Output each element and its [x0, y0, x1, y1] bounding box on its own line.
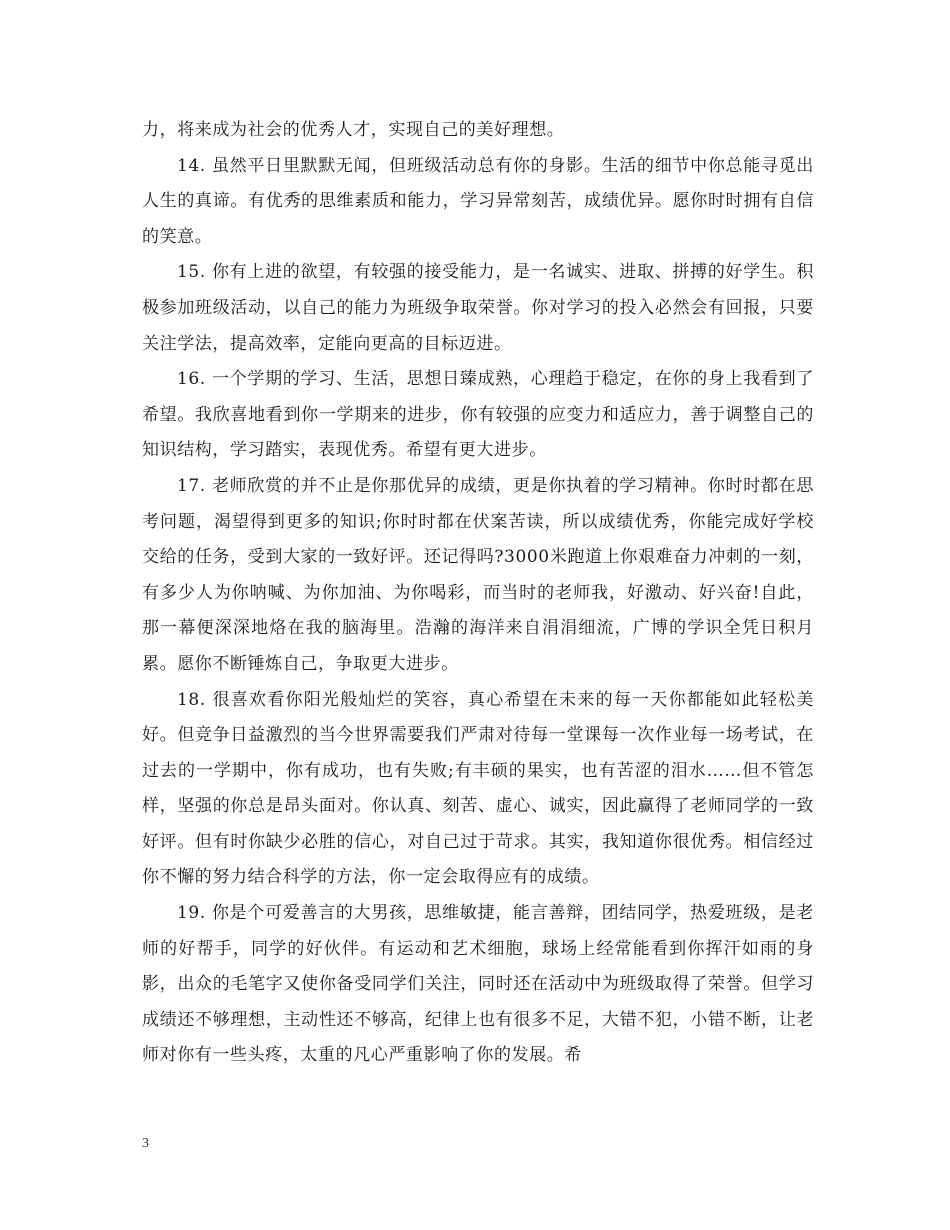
- paragraph-14: 14. 虽然平日里默默无闻，但班级活动总有你的身影。生活的细节中你总能寻觅出人生的真谛。有优秀的思维素质和能力，学习异常刻苦，成绩优异。愿你时时拥有自信的笑意。: [142, 155, 814, 247]
- paragraph-15: 15. 你有上进的欲望，有较强的接受能力，是一名诚实、进取、拼搏的好学生。积极参加班级活动，以自己的能力为班级争取荣誉。你对学习的投入必然会有回报，只要关注学法，提高效率，定能向更高的目标迈进。: [142, 262, 814, 354]
- paragraph-18: 18. 很喜欢看你阳光般灿烂的笑容，真心希望在未来的每一天你都能如此轻松美好。但竞争日益激烈的当今世界需要我们严肃对待每一堂课每一次作业每一场考试，在过去的一学期中，你有成功，也有失败;有丰硕的果实，也有苦涩的泪水……但不管怎样，坚强的你总是昂头面对。你认真、刻苦、虚心、诚实，因此赢得了老师同学的一致好评。但有时你缺少必胜的信心，对自己过于苛求。其实，我知道你很优秀。相信经过你不懈的努力结合科学的方法，你一定会取得应有的成绩。: [142, 689, 814, 888]
- body-text: [142, 113, 814, 1074]
- paragraph-16: 16. 一个学期的学习、生活，思想日臻成熟，心理趋于稳定，在你的身上我看到了希望。我欣喜地看到你一学期来的进步，你有较强的应变力和适应力，善于调整自己的知识结构，学习踏实，表现优秀。希望有更大进步。: [142, 369, 814, 461]
- page-number: 3: [142, 1136, 149, 1151]
- paragraph-17: 17. 老师欣赏的并不止是你那优异的成绩，更是你执着的学习精神。你时时都在思考问题，渴望得到更多的知识;你时时都在伏案苦读，所以成绩优秀，你能完成好学校交给的任务，受到大家的一致好评。还记得吗?3000米跑道上你艰难奋力冲刺的一刻，有多少人为你呐喊、为你加油、为你喝彩，而当时的老师我，好激动、好兴奋!自此，那一幕便深深地烙在我的脑海里。浩瀚的海洋来自涓涓细流，广博的学识全凭日积月累。愿你不断锤炼自己，争取更大进步。: [142, 475, 814, 674]
- paragraph-19: 19. 你是个可爱善言的大男孩，思维敏捷，能言善辩，团结同学，热爱班级，是老师的好帮手，同学的好伙伴。有运动和艺术细胞，球场上经常能看到你挥汗如雨的身影，出众的毛笔字又使你备受同学们关注，同时还在活动中为班级取得了荣誉。但学习成绩还不够理想，主动性还不够高，纪律上也有很多不足，大错不犯，小错不断，让老师对你有一些头疼，太重的凡心严重影响了你的发展。希: [142, 903, 814, 1066]
- paragraph-continuation: 力，将来成为社会的优秀人才，实现自己的美好理想。: [142, 120, 565, 140]
